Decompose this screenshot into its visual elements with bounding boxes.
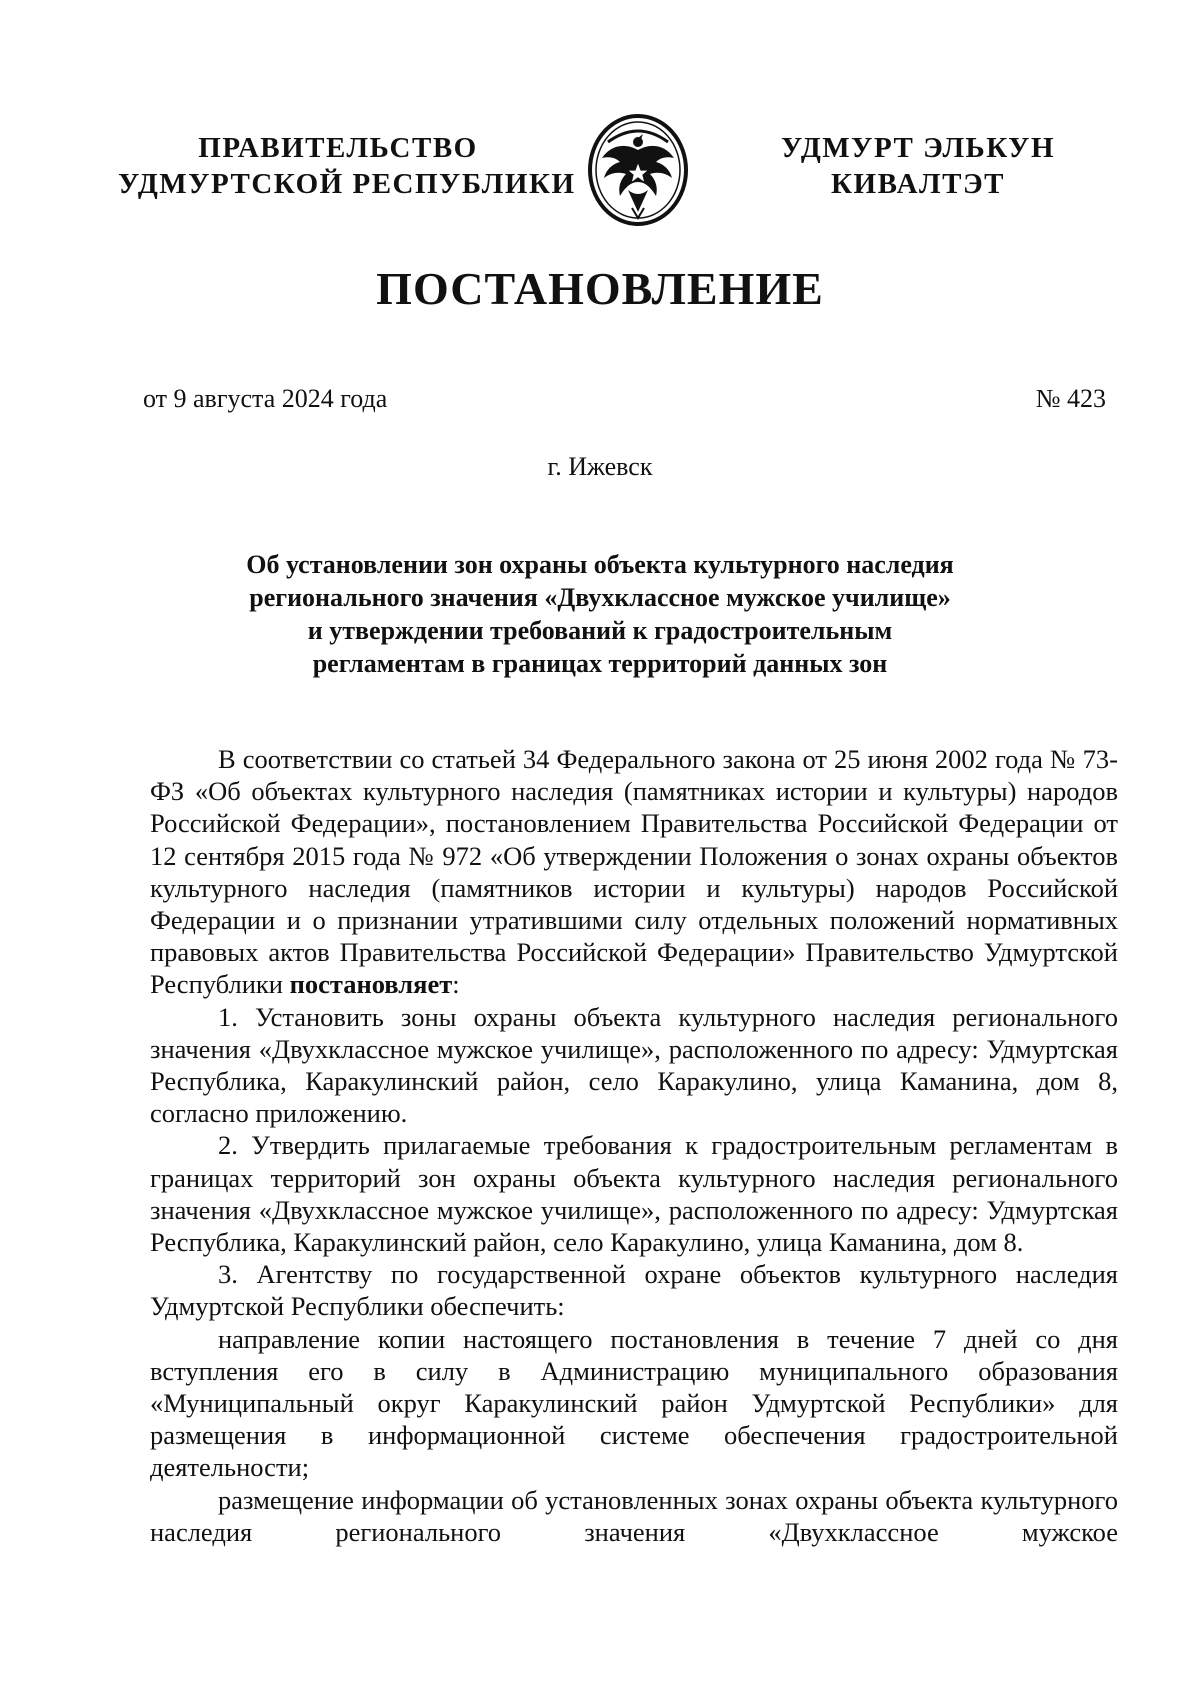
title-line2: регионального значения «Двухклассное мужское училище» [249, 583, 951, 612]
item-3-sub2-paragraph: размещение информации об установленных зонах охраны объекта культурного наследия регионального значения «Двухклассное мужское [150, 1484, 1118, 1547]
header-left-line2: УДМУРТСКОЙ РЕСПУБЛИКИ [118, 168, 576, 200]
document-number: № 423 [1035, 384, 1106, 413]
header-left [118, 130, 576, 202]
preamble-end: : [452, 969, 460, 1000]
preamble-text: В соответствии со статьей 34 Федерального закона от 25 июня 2002 года № 73-ФЗ «Об объектах культурного наследия (памятниках истории и культуры) народов Российской Федерации», постановлением Правительства Российской Федерации от 12 сентября 2015 года № 972 «Об утверждении Положения о зонах охраны объектов культурного наследия (памятников истории и культуры) народов Российской Федерации и о признании утратившими силу отдельных положений нормативных правовых актов Правительства Российской Федерации» Правительство Удмуртской Республики [150, 744, 1118, 1000]
title-line3: и утверждении требований к градостроительным [307, 616, 893, 645]
header-right-line1: УДМУРТ ЭЛЬКУН [780, 132, 1056, 164]
document-type: ПОСТАНОВЛЕНИЕ [376, 263, 824, 314]
header-left-line1: ПРАВИТЕЛЬСТВО [198, 132, 478, 164]
item-3-sub1-paragraph: направление копии настоящего постановления в течение 7 дней со дня вступления его в силу в Администрацию муниципального образования «Муниципальный округ Каракулинский район Удмуртской Республики» для размещения в информационной системе обеспечения градостроительной деятельности; [150, 1323, 1118, 1483]
preamble-verb: постановляет [289, 969, 453, 1000]
header-right-line2: КИВАЛТЭТ [830, 168, 1005, 200]
item-1-paragraph: 1. Установить зоны охраны объекта культурного наследия регионального значения «Двухклассное мужское училище», расположенного по адресу: Удмуртская Республика, Каракулинский район, село Каракулино, улица Каманина, дом 8, согласно приложению. [150, 1001, 1118, 1129]
item-3-paragraph: 3. Агентству по государственной охране объектов культурного наследия Удмуртской Республики обеспечить: [150, 1259, 1118, 1322]
header-right [768, 130, 1068, 202]
document-title [150, 548, 1050, 680]
preamble-paragraph [150, 743, 1118, 1001]
document-date: от 9 августа 2024 года [143, 384, 388, 413]
document-city: г. Ижевск [547, 452, 653, 481]
item-2-paragraph: 2. Утвердить прилагаемые требования к градостроительным регламентам в границах территорий зон охраны объекта культурного наследия регионального значения «Двухклассное мужское училище», расположенного по адресу: Удмуртская Республика, Каракулинский район, село Каракулино, улица Каманина, дом 8. [150, 1130, 1118, 1258]
title-line4: регламентам в границах территорий данных зон [312, 649, 888, 678]
document-body [150, 743, 1118, 1548]
udmurt-coat-of-arms-icon [586, 112, 690, 228]
title-line1: Об установлении зон охраны объекта культурного наследия [246, 550, 954, 579]
